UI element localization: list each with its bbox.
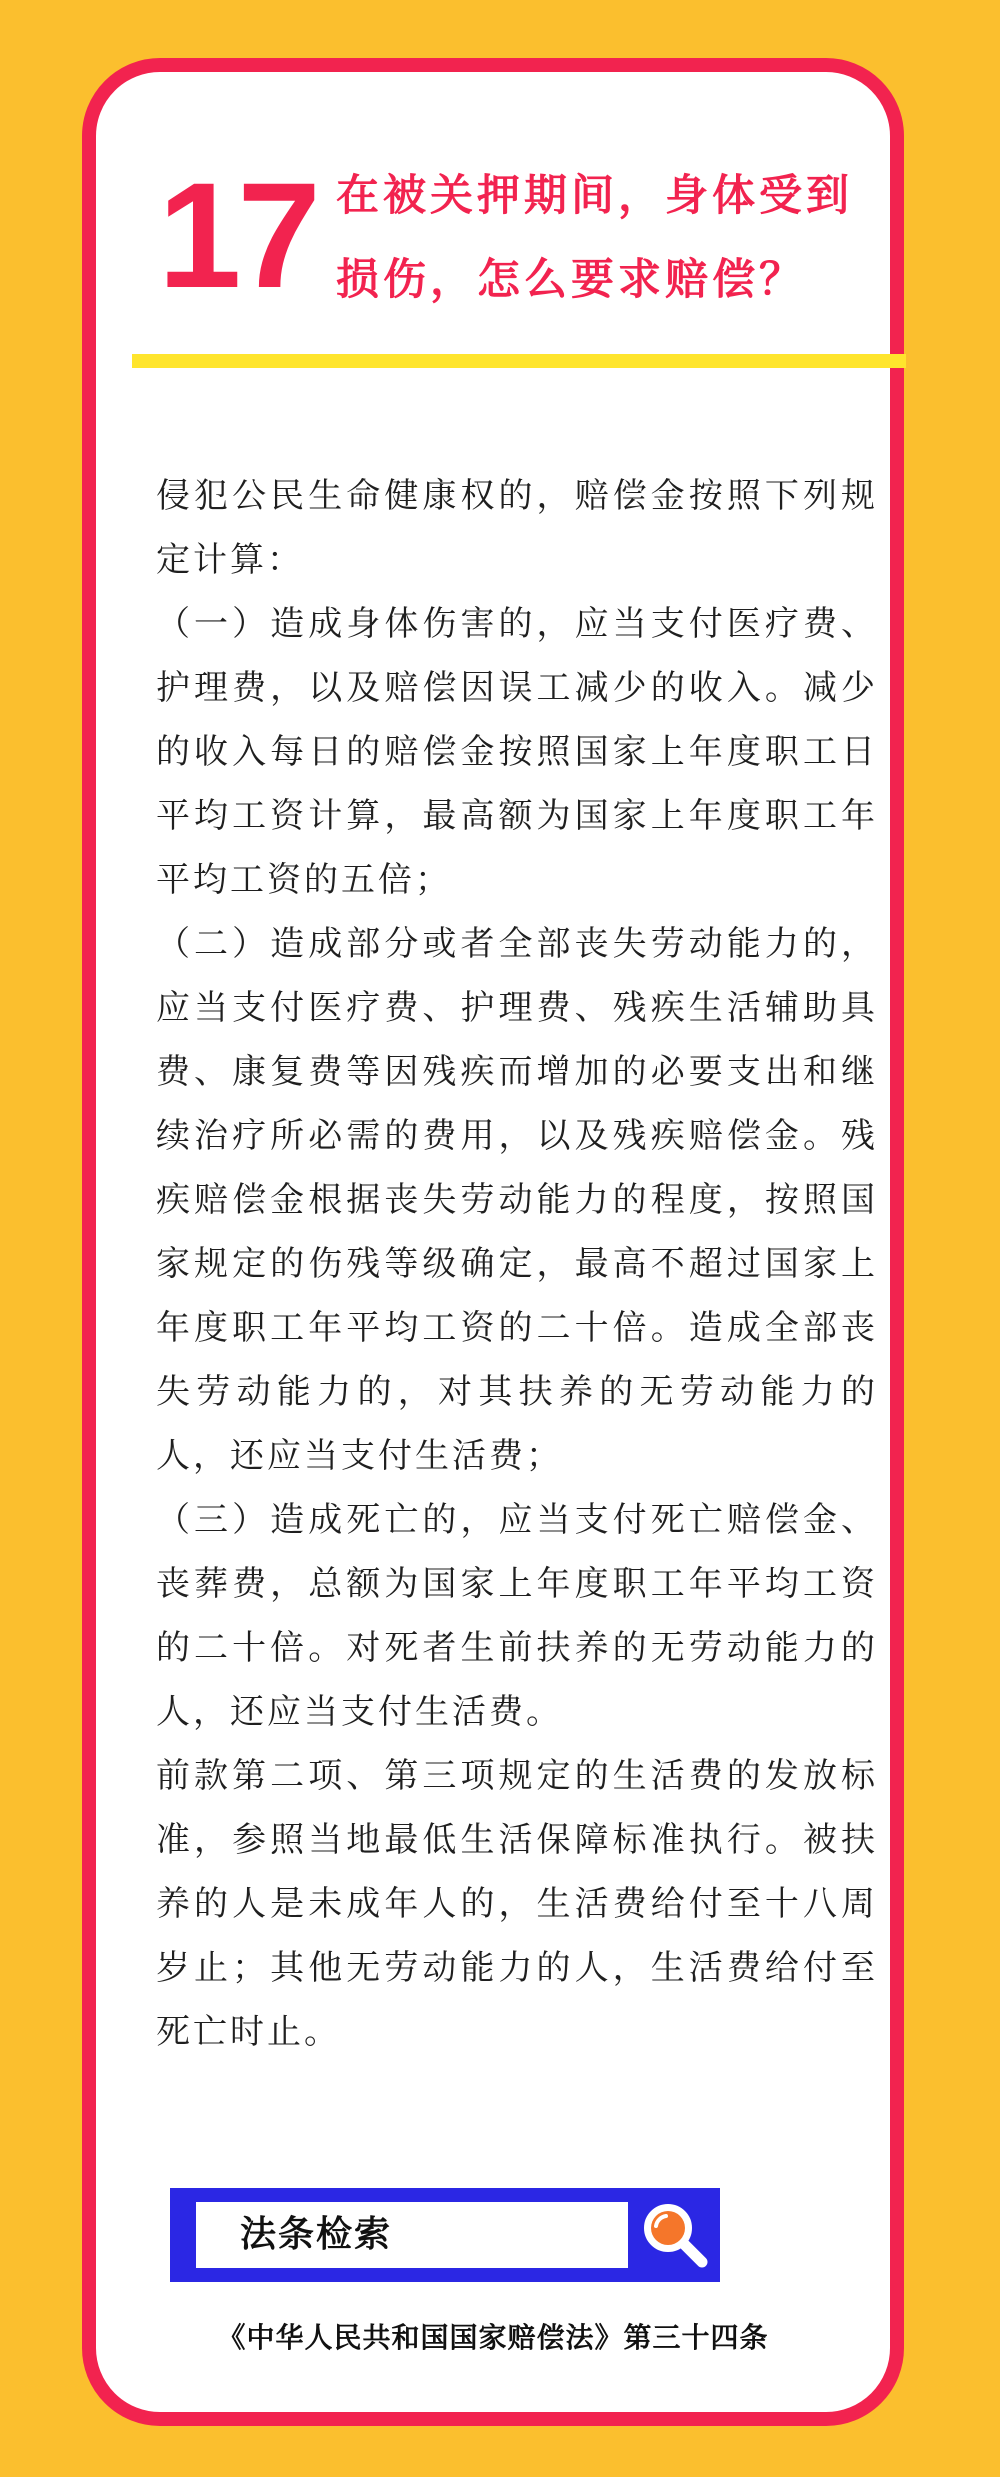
question-number: 17 [158,151,317,319]
paragraph-item-2: （二）造成部分或者全部丧失劳动能力的，应当支付医疗费、护理费、残疾生活辅助具费、康复费等因残疾而增加的必要支出和继续治疗所必需的费用，以及残疾赔偿金。残疾赔偿金根据丧失劳动能力的程度，按照国家规定的伤残等级确定，最高不超过国家上年度职工年平均工资的二十倍。造成全部丧失劳动能力的，对其扶养的无劳动能力的人，还应当支付生活费； [156,924,878,1476]
search-label: 法条检索 [196,2202,628,2268]
content-card [82,58,904,2426]
paragraph-closing: 前款第二项、第三项规定的生活费的发放标准，参照当地最低生活保障标准执行。被扶养的人是未成年人的，生活费给付至十八周岁止；其他无劳动能力的人，生活费给付至死亡时止。 [156,1756,878,2052]
paragraph-item-1: （一）造成身体伤害的，应当支付医疗费、护理费，以及赔偿因误工减少的收入。减少的收入每日的赔偿金按照国家上年度职工日平均工资计算，最高额为国家上年度职工年平均工资的五倍； [156,604,878,900]
paragraph-intro: 侵犯公民生命健康权的，赔偿金按照下列规定计算： [156,476,878,580]
question-title: 在被关押期间，身体受到损伤，怎么要求赔偿？ [336,171,853,305]
paragraph-item-3: （三）造成死亡的，应当支付死亡赔偿金、丧葬费，总额为国家上年度职工年平均工资的二十倍。对死者生前扶养的无劳动能力的人，还应当支付生活费。 [156,1500,878,1732]
divider [132,354,906,368]
search-bar[interactable] [170,2188,720,2282]
article-body [156,464,878,2064]
search-icon[interactable] [634,2194,714,2274]
law-citation: 《中华人民共和国国家赔偿法》第三十四条 [217,2321,769,2354]
